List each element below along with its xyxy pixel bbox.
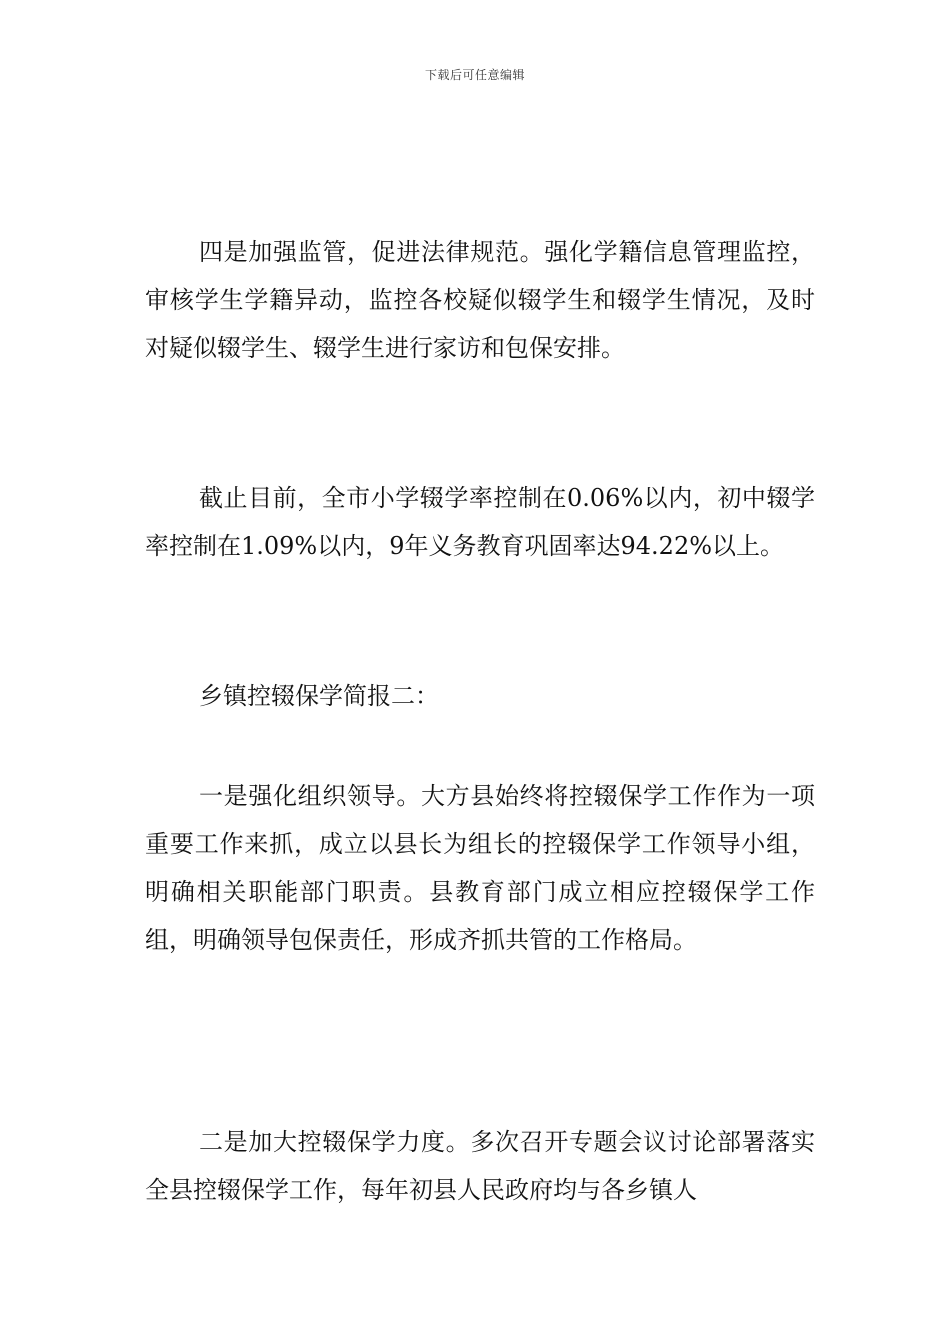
paragraph-briefing-title: 乡镇控辍保学简报二： [199,682,439,710]
paragraph-organization: 一是强化组织领导。大方县始终将控辍保学工作作为一项重要工作来抓，成立以县长为组长的控辍保学工作领导小组，明确相关职能部门职责。县教育部门成立相应控辍保学工作组，明确领导包保责任，形成齐抓共管的工作格局。 [145,782,815,954]
header-note: 下载后可任意编辑 [424,68,525,82]
paragraph-dropout-rates: 截止目前，全市小学辍学率控制在0.06%以内，初中辍学率控制在1.09%以内，9年义务教育巩固率达94.22%以上。 [145,484,815,560]
paragraph-intensity: 二是加大控辍保学力度。多次召开专题会议讨论部署落实全县控辍保学工作，每年初县人民政府均与各乡镇人 [145,1128,815,1204]
paragraph-supervision: 四是加强监管，促进法律规范。强化学籍信息管理监控，审核学生学籍异动，监控各校疑似辍学生和辍学生情况，及时对疑似辍学生、辍学生进行家访和包保安排。 [145,238,815,362]
